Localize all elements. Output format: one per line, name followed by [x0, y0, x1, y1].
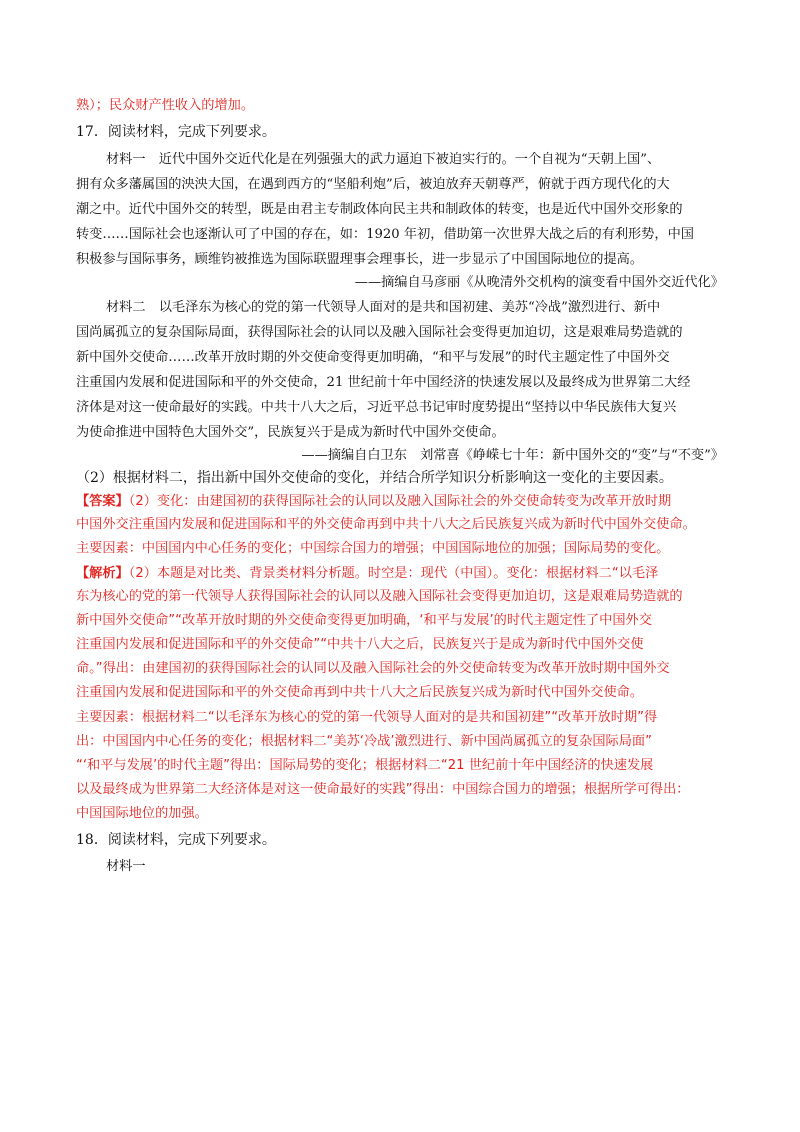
answer-line: 【答案】（2）变化：由建国初的获得国际社会的认同以及融入国际社会的外交使命转变为改革开放时期: [76, 494, 672, 509]
material-1-line: 潮之中。近代中国外交的转型，既是由君主专制政体向民主共和制政体的转变，也是近代中国外交形象的: [76, 202, 683, 217]
material-2-line: 国尚属孤立的复杂国际局面，获得国际社会的认同以及融入国际社会变得更加迫切，这是艰难局势造就的: [76, 325, 683, 340]
analysis-line: “‘和平与发展’的时代主题”得出：国际局势的变化；根据材料二“21 世纪前十年中国经济的快速发展: [76, 758, 654, 773]
answer-tag: 【答案】: [76, 494, 129, 509]
analysis-line: 东为核心的党的第一代领导人获得国际社会的认同以及融入国际社会变得更加迫切，这是艰难局势造就的: [76, 589, 683, 604]
material-2-line: 为使命推进中国特色大国外交”，民族复兴于是成为新时代中国外交使命。: [76, 425, 505, 440]
material-1-line: 材料一 近代中国外交近代化是在列强强大的武力逼迫下被迫实行的。一个自视为“天朝上国”、: [106, 152, 661, 167]
material-1-line: 拥有众多藩属国的泱泱大国，在遇到西方的“坚船利炮”后，被迫放弃天朝尊严，俯就于西方现代化的大: [76, 177, 670, 192]
material-1-line: 转变……国际社会也逐渐认可了中国的存在，如：1920 年初，借助第一次世界大战之后的有利形势，中国: [76, 227, 694, 242]
question-17-title: 17．阅读材料，完成下列要求。: [76, 124, 276, 140]
analysis-line: 命。”得出：由建国初的获得国际社会的认同以及融入国际社会的外交使命转变为改革开放时期中国外交: [76, 661, 670, 676]
material-2-line: 注重国内发展和促进国际和平的外交使命，21 世纪前十年中国经济的快速发展以及最终成为世界第二大经: [76, 375, 691, 390]
question-18-title: 18．阅读材料，完成下列要求。: [76, 832, 276, 848]
analysis-line: 中国国际地位的加强。: [76, 806, 208, 821]
question-18-material-label: 材料一: [106, 859, 146, 874]
analysis-tag: 【解析】: [76, 566, 129, 581]
analysis-line: 出：中国国内中心任务的变化；根据材料二“美苏‘冷战’激烈进行、新中国尚属孤立的复杂国际局面”: [76, 734, 652, 749]
analysis-line: 注重国内发展和促进国际和平的外交使命”“中共十八大之后，民族复兴于是成为新时代中国外交使: [76, 637, 644, 652]
analysis-line: 注重国内发展和促进国际和平的外交使命再到中共十八大之后民族复兴成为新时代中国外交使命。: [76, 685, 644, 700]
material-2-line: 新中国外交使命……改革开放时期的外交使命变得更加明确，“和平与发展”的时代主题定性了中国外交: [76, 350, 670, 365]
material-2-source: ——摘编自白卫东 刘常喜《峥嵘七十年：新中国外交的“变”与“不变”》: [301, 448, 724, 463]
analysis-line: 主要因素：根据材料二“以毛泽东为核心的党的第一代领导人面对的是共和国初建”“改革开放时期”得: [76, 710, 658, 725]
analysis-line: 新中国外交使命”“改革开放时期的外交使命变得更加明确，‘和平与发展’的时代主题定性了中国外交: [76, 613, 652, 628]
material-2-line: 材料二 以毛泽东为核心的党的第一代领导人面对的是共和国初建、美苏“冷战”激烈进行、新中: [106, 300, 661, 315]
question-17-prompt: （2）根据材料二，指出新中国外交使命的变化，并结合所学知识分析影响这一变化的主要因素。: [76, 470, 673, 486]
material-1-line: 积极参与国际事务，顾维钧被推选为国际联盟理事会理事长，进一步显示了中国国际地位的提高。: [76, 252, 644, 267]
material-2-line: 济体是对这一使命最好的实践。中共十八大之后，习近平总书记审时度势提出“坚持以中华民族伟大复兴: [76, 400, 677, 415]
analysis-line: 【解析】（2）本题是对比类、背景类材料分析题。时空是：现代（中国）。变化：根据材料二“以毛泽: [76, 566, 659, 581]
prev-answer-tail: 熟）；民众财产性收入的增加。: [76, 98, 255, 113]
answer-line: 中国外交注重国内发展和促进国际和平的外交使命再到中共十八大之后民族复兴成为新时代中国外交使命。: [76, 517, 696, 532]
analysis-line: 以及最终成为世界第二大经济体是对这一使命最好的实践”得出：中国综合国力的增强；根据所学可得出：: [76, 782, 690, 797]
material-1-source: ——摘编自马彦丽《从晚清外交机构的演变看中国外交近代化》: [354, 275, 724, 290]
answer-line: 主要因素：中国国内中心任务的变化；中国综合国力的增强；中国国际地位的加强；国际局势的变化。: [76, 541, 670, 556]
